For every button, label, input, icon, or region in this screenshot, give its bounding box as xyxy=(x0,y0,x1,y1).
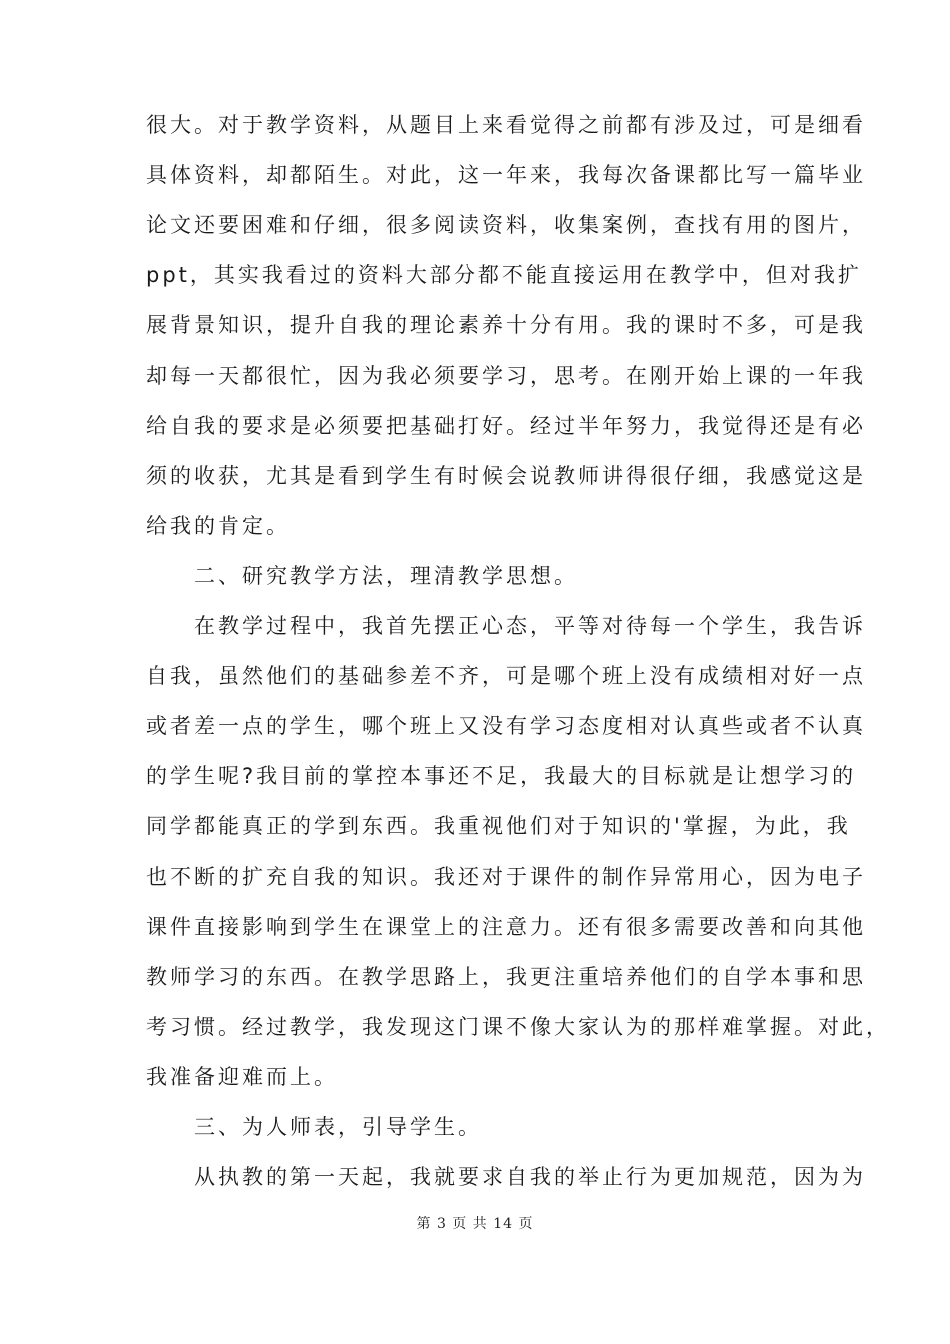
text-line: 却每一天都很忙，因为我必须要学习，思考。在刚开始上课的一年我 xyxy=(146,363,866,388)
text-line: 课件直接影响到学生在课堂上的注意力。还有很多需要改善和向其他 xyxy=(146,914,866,939)
text-line: 我准备迎难而上。 xyxy=(146,1064,338,1089)
text-line: 很大。对于教学资料，从题目上来看觉得之前都有涉及过，可是细看 xyxy=(146,113,866,137)
text-line: 给我的肯定。 xyxy=(146,513,290,538)
text-line: 的学生呢?我目前的掌控本事还不足，我最大的目标就是让想学习的 xyxy=(146,764,857,789)
text-line: ppt，其实我看过的资料大部分都不能直接运用在教学中，但对我扩 xyxy=(146,263,862,288)
text-line: 展背景知识，提升自我的理论素养十分有用。我的课时不多，可是我 xyxy=(146,313,866,338)
text-line: 在教学过程中，我首先摆正心态，平等对待每一个学生，我告诉 xyxy=(146,614,866,638)
text-line: 考习惯。经过教学，我发现这门课不像大家认为的那样难掌握。对此， xyxy=(146,1014,890,1039)
text-line: 或者差一点的学生，哪个班上又没有学习态度相对认真些或者不认真 xyxy=(146,714,866,739)
text-line: 论文还要困难和仔细，很多阅读资料，收集案例，查找有用的图片， xyxy=(146,213,866,238)
text-line: 须的收获，尤其是看到学生有时候会说教师讲得很仔细，我感觉这是 xyxy=(146,463,866,488)
text-line: 从执教的第一天起，我就要求自我的举止行为更加规范，因为为 xyxy=(146,1165,866,1190)
page-footer: 第 3 页 共 14 页 xyxy=(416,1216,534,1232)
text-line: 教师学习的东西。在教学思路上，我更注重培养他们的自学本事和思 xyxy=(146,964,866,989)
text-line: 也不断的扩充自我的知识。我还对于课件的制作异常用心，因为电子 xyxy=(146,864,866,889)
text-line: 具体资料，却都陌生。对此，这一年来，我每次备课都比写一篇毕业 xyxy=(146,163,866,188)
text-line: 同学都能真正的学到东西。我重视他们对于知识的'掌握，为此，我 xyxy=(146,814,851,839)
text-line: 给自我的要求是必须要把基础打好。经过半年努力，我觉得还是有必 xyxy=(146,413,866,438)
text-line: 三、为人师表，引导学生。 xyxy=(146,1115,482,1139)
text-line: 二、研究教学方法，理清教学思想。 xyxy=(146,563,578,588)
text-line: 自我，虽然他们的基础参差不齐，可是哪个班上没有成绩相对好一点 xyxy=(146,664,866,689)
